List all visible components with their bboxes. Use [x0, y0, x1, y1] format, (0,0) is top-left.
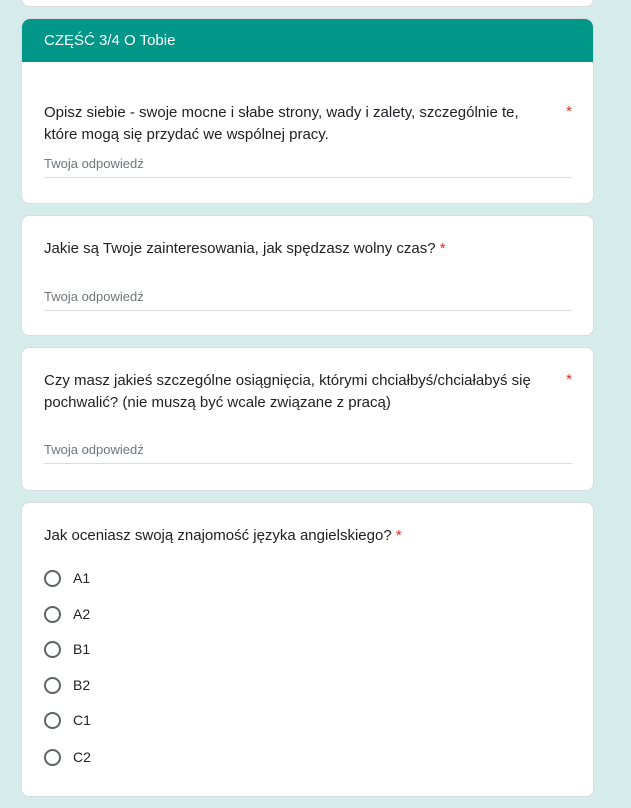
section-card: [21, 18, 594, 204]
option-label: A2: [73, 606, 91, 622]
option-b1[interactable]: [44, 638, 90, 660]
option-label: A1: [73, 570, 91, 586]
radio-circle-icon[interactable]: [44, 606, 61, 623]
option-c1[interactable]: [44, 709, 91, 731]
question-3-answer-input[interactable]: Twoja odpowiedź: [44, 442, 572, 464]
question-1-answer-input[interactable]: Twoja odpowiedź: [44, 156, 572, 178]
question-4-text: Jak oceniasz swoją znajomość języka angielskiego?: [44, 527, 392, 544]
question-1-text: Opisz siebie - swoje mocne i słabe strony, wady i zalety, szczególnie te, które mogą się przydać we wspólnej pracy.: [44, 104, 519, 143]
question-2-text: Jakie są Twoje zainteresowania, jak spędzasz wolny czas?: [44, 240, 436, 257]
question-4-title: [44, 525, 554, 547]
required-mark: *: [566, 103, 572, 120]
radio-circle-icon[interactable]: [44, 712, 61, 729]
option-label: B1: [73, 641, 91, 657]
question-4-card: [21, 502, 594, 797]
required-mark: *: [566, 371, 572, 388]
option-label: B2: [73, 677, 91, 693]
option-c2[interactable]: [44, 746, 91, 768]
radio-circle-icon[interactable]: [44, 677, 61, 694]
required-mark: *: [395, 527, 402, 544]
option-a1[interactable]: [44, 567, 90, 589]
previous-card: [21, 0, 594, 7]
question-3-text: Czy masz jakieś szczególne osiągnięcia, którymi chciałbyś/chciałabyś się pochwalić? (nie muszą być wcale związane z pracą): [44, 372, 531, 411]
required-mark: *: [439, 240, 446, 257]
question-2-answer-input[interactable]: Twoja odpowiedź: [44, 289, 572, 311]
question-2-title: [44, 238, 554, 260]
option-label: C2: [73, 749, 91, 765]
question-2-card: [21, 215, 594, 336]
section-title: CZĘŚĆ 3/4 O Tobie: [22, 19, 593, 62]
option-b2[interactable]: [44, 674, 90, 696]
radio-circle-icon[interactable]: [44, 570, 61, 587]
option-a2[interactable]: [44, 603, 90, 625]
radio-circle-icon[interactable]: [44, 749, 61, 766]
question-3-card: [21, 347, 594, 491]
radio-circle-icon[interactable]: [44, 641, 61, 658]
option-label: C1: [73, 712, 91, 728]
